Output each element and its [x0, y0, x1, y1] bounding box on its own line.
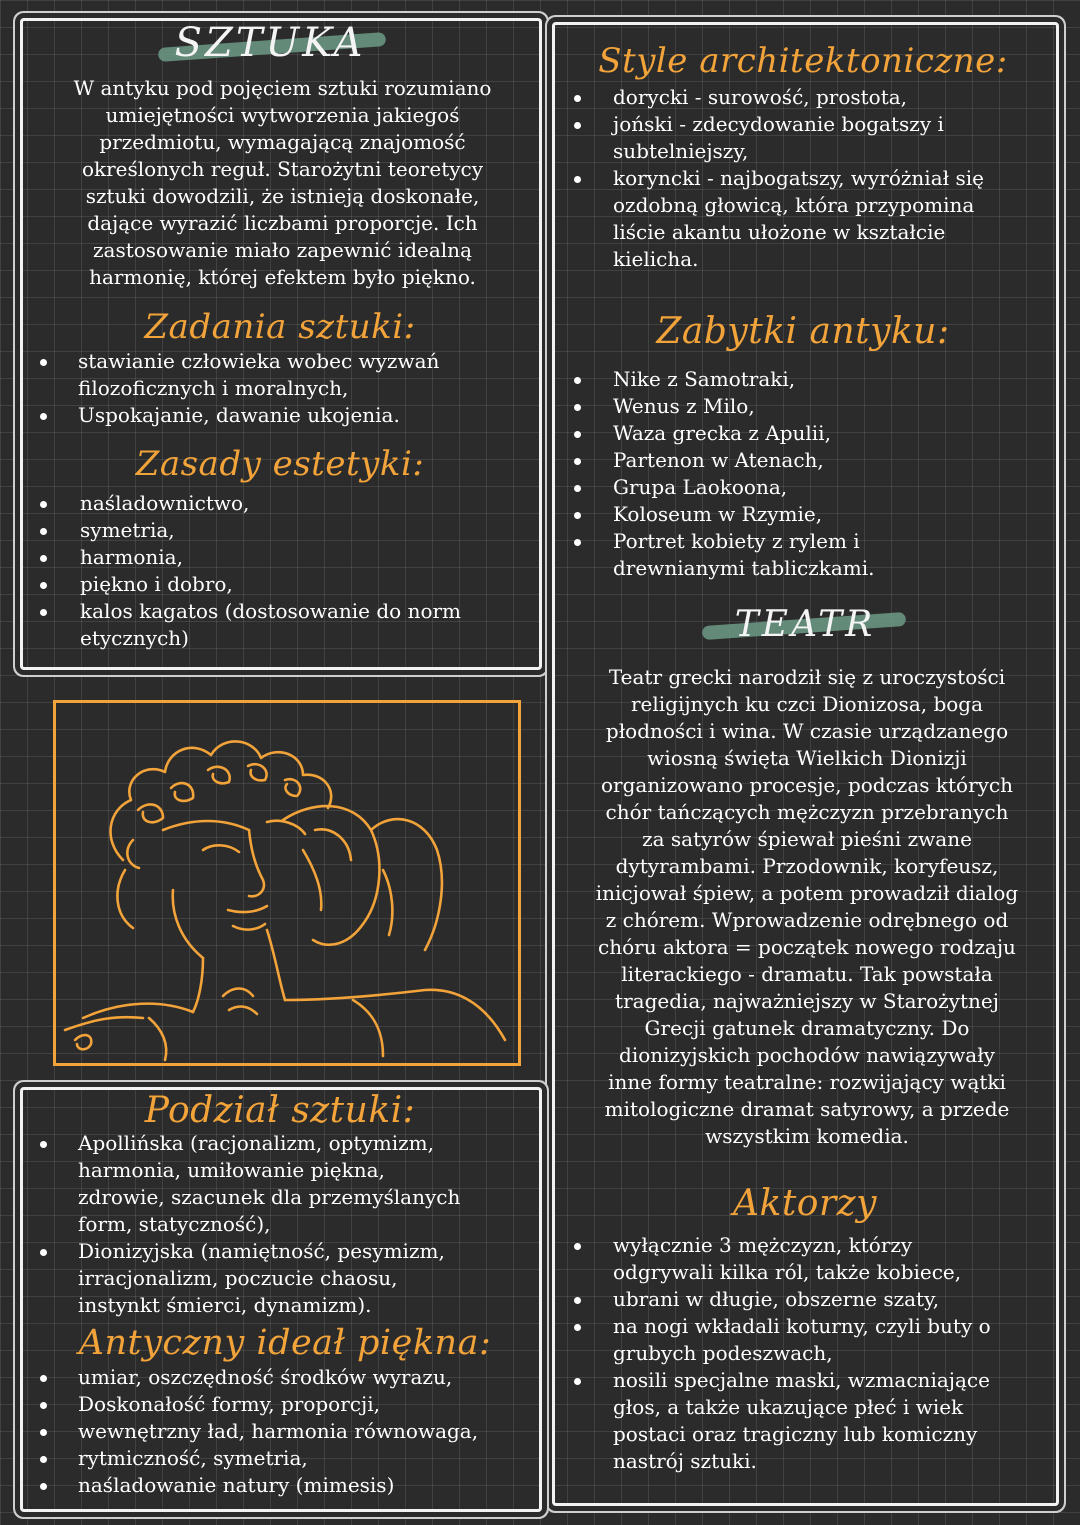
list-item-text: na nogi wkładali koturny, czyli buty o [613, 1314, 991, 1338]
list-item-text: kalos kagatos (dostosowanie do norm [80, 599, 462, 623]
list-item-text: Partenon w Atenach, [613, 448, 824, 472]
list-item [30, 598, 530, 652]
list-item [30, 348, 530, 402]
list-item [30, 490, 530, 517]
bullet-icon [574, 1243, 581, 1250]
list-item-text: form, statyczność), [78, 1212, 271, 1236]
bullet-icon [574, 1324, 581, 1331]
list-item-text: Doskonałość formy, proporcji, [78, 1392, 380, 1416]
list-item [562, 84, 1052, 111]
list-item [562, 393, 1052, 420]
aktorzy-list [562, 1232, 1052, 1475]
text-line: inne formy teatralne: rozwijający wątki [608, 1070, 1006, 1094]
text-line: inicjował śpiew, a potem prowadził dialog [595, 881, 1019, 905]
list-item-text: irracjonalizm, poczucie chaosu, [78, 1266, 398, 1290]
list-item-text: Dionizyjska (namiętność, pesymizm, [78, 1239, 445, 1263]
text-line: płodności i wina. W czasie urządzanego [605, 719, 1009, 743]
text-line: Grecji gatunek dramatyczny. Do [644, 1016, 970, 1040]
bullet-icon [574, 176, 581, 183]
list-item-text: stawianie człowieka wobec wyzwań [78, 349, 440, 373]
text-line: wszystkim komedia. [705, 1124, 909, 1148]
list-item [30, 571, 530, 598]
text-line: W antyku pod pojęciem sztuki rozumiano [73, 76, 492, 100]
sztuka-intro [30, 75, 535, 291]
list-item [562, 111, 1052, 165]
text-line: umiejętności wytworzenia jakiegoś [105, 103, 460, 127]
text-line: dionizyjskich pochodów nawiązywały [619, 1043, 995, 1067]
text-line: sztuki dowodzili, że istnieją doskonałe, [85, 184, 480, 208]
list-item-text: joński - zdecydowanie bogatszy i [613, 112, 944, 136]
bullet-icon [40, 1375, 47, 1382]
bullet-icon [574, 1297, 581, 1304]
list-item [30, 1238, 530, 1319]
list-item [562, 474, 1052, 501]
text-line: za satyrów śpiewał pieśni zwane [642, 827, 972, 851]
text-line: Teatr grecki narodził się z uroczystości [608, 665, 1006, 689]
bullet-icon [40, 1429, 47, 1436]
list-item [30, 544, 530, 571]
list-item-text: Wenus z Milo, [613, 394, 755, 418]
list-item-text: wewnętrzny ład, harmonia równowaga, [78, 1419, 479, 1443]
text-line: dytyrambami. Przodownik, koryfeusz, [615, 854, 999, 878]
text-line: mitologiczne dramat satyrowy, a przede [604, 1097, 1010, 1121]
bullet-icon [40, 1249, 47, 1256]
list-item-text: harmonia, umiłowanie piękna, [78, 1158, 385, 1182]
list-item-text: Waza grecka z Apulii, [613, 421, 831, 445]
text-line: wiosną święta Wielkich Dionizji [647, 746, 967, 770]
list-item-text: głos, a także ukazujące płeć i wiek [613, 1395, 964, 1419]
list-item-text: Grupa Laokoona, [613, 475, 788, 499]
zasady-title: Zasady estetyki: [135, 444, 425, 484]
bullet-icon [574, 539, 581, 546]
zabytki-list [562, 366, 1052, 582]
list-item [562, 447, 1052, 474]
text-line: literackiego - dramatu. Tak powstała [621, 962, 993, 986]
bullet-icon [40, 1483, 47, 1490]
list-item-text: drewnianymi tabliczkami. [613, 556, 875, 580]
text-line: z chórem. Wprowadzenie odrębnego od [605, 908, 1009, 932]
list-item [562, 1286, 1052, 1313]
list-item [30, 402, 530, 429]
list-item-text: ozdobną głowicą, która przypomina [613, 193, 975, 217]
list-item-text: dorycki - surowość, prostota, [613, 85, 908, 109]
list-item [30, 1391, 530, 1418]
bullet-icon [40, 1456, 47, 1463]
text-line: dające wyrazić liczbami proporcje. Ich [87, 211, 478, 235]
text-line: chóru aktora = początek nowego rodzaju [598, 935, 1016, 959]
bullet-icon [574, 512, 581, 519]
bullet-icon [574, 431, 581, 438]
list-item-text: ubrani w długie, obszerne szaty, [613, 1287, 940, 1311]
text-line: organizowano procesje, podczas których [600, 773, 1014, 797]
bullet-icon [40, 528, 47, 535]
bullet-icon [574, 95, 581, 102]
list-item-text: nosili specjalne maski, wzmacniające [613, 1368, 990, 1392]
list-item-text: kielicha. [613, 247, 699, 271]
list-item-text: grubych podeszwach, [613, 1341, 833, 1365]
list-item-text: Koloseum w Rzymie, [613, 502, 823, 526]
bullet-icon [40, 582, 47, 589]
list-item [562, 165, 1052, 273]
list-item-text: etycznych) [80, 626, 189, 650]
bullet-icon [40, 609, 47, 616]
zasady-list [30, 490, 530, 652]
list-item-text: naśladowanie natury (mimesis) [78, 1473, 395, 1497]
list-item-text: instynkt śmierci, dynamizm). [78, 1293, 372, 1317]
podzial-list [30, 1130, 530, 1319]
list-item-text: symetria, [80, 518, 175, 542]
list-item-text: Apollińska (racjonalizm, optymizm, [78, 1131, 434, 1155]
list-item [30, 1130, 530, 1238]
zabytki-title: Zabytki antyku: [656, 311, 950, 352]
list-item [562, 1313, 1052, 1367]
list-item-text: Uspokajanie, dawanie ukojenia. [78, 403, 400, 427]
zadania-list [30, 348, 530, 429]
list-item-text: umiar, oszczędność środków wyrazu, [78, 1365, 453, 1389]
list-item [562, 420, 1052, 447]
list-item [30, 1472, 530, 1499]
text-line: zastosowanie miało zapewnić idealną [92, 238, 472, 262]
statue-line-art [53, 700, 521, 1066]
bullet-icon [574, 377, 581, 384]
list-item [30, 1445, 530, 1472]
teatr-text [562, 664, 1052, 1150]
list-item [30, 517, 530, 544]
bullet-icon [574, 458, 581, 465]
list-item-text: zdrowie, szacunek dla przemyślanych [78, 1185, 461, 1209]
bullet-icon [40, 501, 47, 508]
bullet-icon [574, 485, 581, 492]
list-item-text: Nike z Samotraki, [613, 367, 796, 391]
text-line: harmonię, której efektem było piękno. [89, 265, 476, 289]
bullet-icon [40, 413, 47, 420]
bullet-icon [574, 122, 581, 129]
bullet-icon [40, 1141, 47, 1148]
list-item-text: harmonia, [80, 545, 183, 569]
bullet-icon [574, 404, 581, 411]
list-item-text: postaci oraz tragiczny lub komiczny [613, 1422, 978, 1446]
list-item [30, 1364, 530, 1391]
list-item-text: koryncki - najbogatszy, wyróżniał się [613, 166, 984, 190]
bullet-icon [40, 555, 47, 562]
bullet-icon [574, 1378, 581, 1385]
list-item-text: filozoficznych i moralnych, [78, 376, 349, 400]
text-line: chór tańczących mężczyzn przebranych [605, 800, 1009, 824]
list-item-text: odgrywali kilka ról, także kobiece, [613, 1260, 962, 1284]
style-list [562, 84, 1052, 273]
aktorzy-title: Aktorzy [733, 1183, 877, 1224]
list-item-text: liście akantu ułożone w kształcie [613, 220, 946, 244]
list-item [562, 1367, 1052, 1475]
list-item-text: subtelniejszy, [613, 139, 749, 163]
list-item-text: rytmiczność, symetria, [78, 1446, 308, 1470]
text-line: tragedia, najważniejszy w Starożytnej [615, 989, 999, 1013]
ideal-list [30, 1364, 530, 1499]
list-item [562, 366, 1052, 393]
text-line: religijnych ku czci Dionizosa, boga [630, 692, 984, 716]
list-item [30, 1418, 530, 1445]
podzial-title: Podział sztuki: [144, 1090, 416, 1131]
list-item-text: nastrój sztuki. [613, 1449, 757, 1473]
style-title: Style architektoniczne: [598, 41, 1008, 81]
sztuka-title: SZTUKA [174, 20, 366, 66]
bullet-icon [40, 359, 47, 366]
list-item [562, 528, 1052, 582]
list-item-text: piękno i dobro, [80, 572, 233, 596]
text-line: przedmiotu, wymagającą znajomość [99, 130, 466, 154]
list-item-text: wyłącznie 3 mężczyzn, którzy [613, 1233, 913, 1257]
list-item-text: Portret kobiety z rylem i [613, 529, 860, 553]
list-item-text: naśladownictwo, [80, 491, 250, 515]
bullet-icon [40, 1402, 47, 1409]
zadania-title: Zadania sztuki: [144, 307, 416, 347]
ideal-title: Antyczny ideał piękna: [78, 1323, 492, 1363]
list-item [562, 1232, 1052, 1286]
text-line: określonych reguł. Starożytni teoretycy [81, 157, 484, 181]
teatr-title: TEATR [734, 604, 876, 645]
list-item [562, 501, 1052, 528]
